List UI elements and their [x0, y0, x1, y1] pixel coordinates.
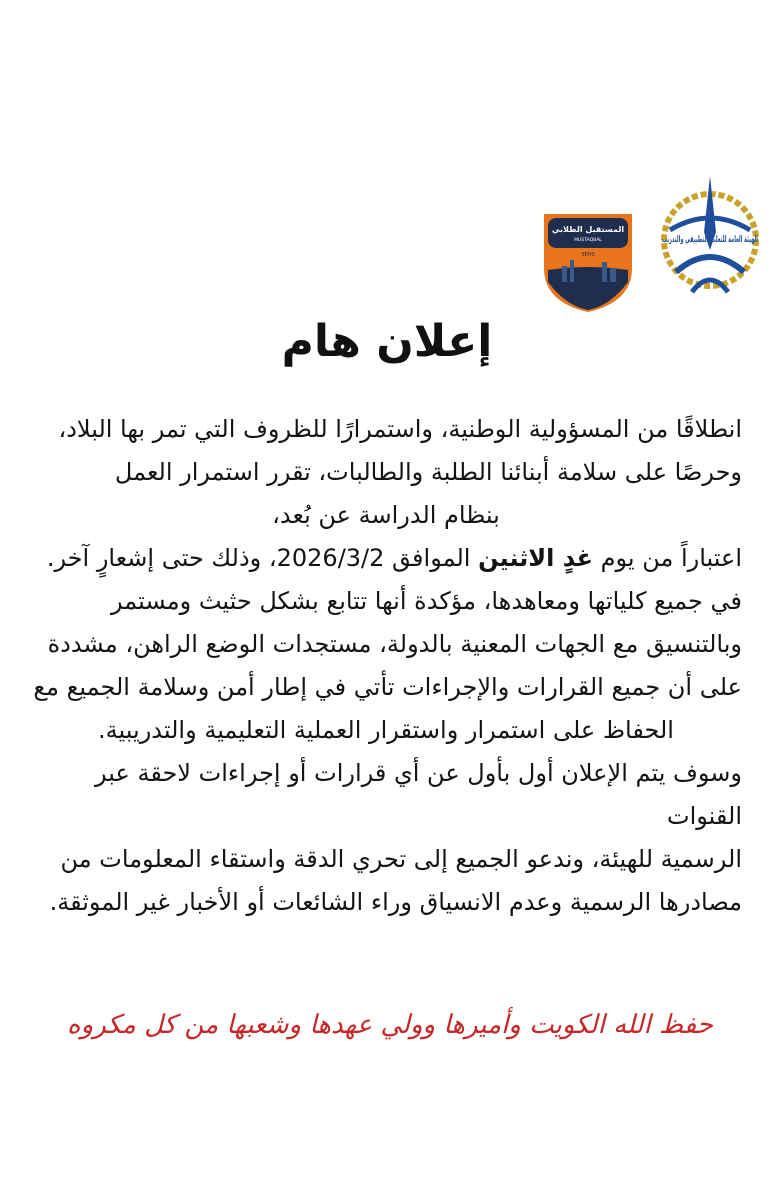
body-line-11: مصادرها الرسمية وعدم الانسياق وراء الشائعات أو الأخبار غير الموثقة. [49, 888, 742, 916]
announcement-body [30, 408, 742, 924]
paaet-logo-text: الهيئة العامة للتعليم التطبيقي والتدريب [662, 235, 758, 245]
body-line-9: وسوف يتم الإعلان أول بأول عن أي قرارات أو إجراءات لاحقة عبر القنوات [95, 759, 742, 830]
body-line-4 [30, 537, 742, 580]
body-line-8: الحفاظ على استمرار واستقرار العملية التعليمية والتدريبية. [98, 716, 674, 744]
paaet-logo [650, 172, 770, 302]
body-line-6: وبالتنسيق مع الجهات المعنية بالدولة، مستجدات الوضع الراهن، مشددة [47, 630, 742, 658]
mustaqbal-logo [540, 210, 636, 314]
body-line-10: الرسمية للهيئة، وندعو الجميع إلى تحري الدقة واستقاء المعلومات من [60, 845, 742, 873]
body-line-4-bold: غدٍ الاثنين [478, 544, 593, 572]
header-logos [540, 172, 770, 312]
body-line-4-after: الموافق 2026/3/2، وذلك حتى إشعارٍ آخر. [46, 544, 479, 572]
body-line-4-before: اعتباراً من يوم [593, 544, 742, 572]
mustaqbal-logo-sub: SEHS [581, 252, 595, 258]
mustaqbal-logo-text: المستقبل الطلابي [551, 225, 625, 234]
body-line-7: على أن جميع القرارات والإجراءات تأتي في إطار أمن وسلامة الجميع مع [33, 673, 742, 701]
body-line-3: بنظام الدراسة عن بُعد، [272, 501, 500, 529]
announcement-title: إعلان هام [281, 316, 493, 367]
closing-prayer: حفظ الله الكويت وأميرها وولي عهدها وشعبها من كل مكروه [67, 1010, 713, 1040]
body-line-1: انطلاقًا من المسؤولية الوطنية، واستمرارًا للظروف التي تمر بها البلاد، [58, 415, 742, 443]
body-line-5: في جميع كلياتها ومعاهدها، مؤكدة أنها تتابع بشكل حثيث ومستمر [110, 587, 742, 615]
body-line-2: وحرصًا على سلامة أبنائنا الطلبة والطالبات، تقرر استمرار العمل [114, 458, 742, 486]
mustaqbal-logo-latin: MUSTAQBAL [574, 238, 602, 243]
